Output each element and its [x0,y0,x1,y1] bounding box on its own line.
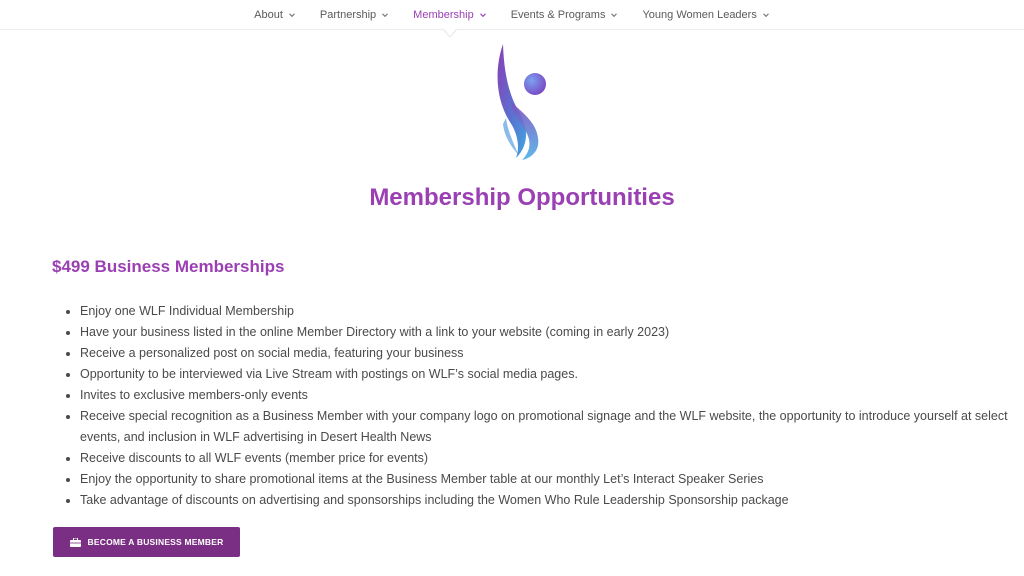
wlf-figure-logo-icon [488,40,558,164]
nav-item-label: About [254,9,283,21]
nav-item-events-programs[interactable] [499,1,631,29]
list-item: • Invites to exclusive members-only events [80,385,1010,406]
nav-item-label: Membership [413,9,474,21]
nav-item-label: Events & Programs [510,9,606,21]
chevron-down-icon [381,11,389,19]
section-heading: $499 Business Memberships [52,257,285,276]
list-item: • Enjoy one WLF Individual Membership [80,301,1010,322]
nav-item-membership[interactable] [401,1,499,29]
page-title: Membership Opportunities [369,184,675,211]
list-item: • Enjoy the opportunity to share promotional items at the Business Member table at our monthly Let’s Interact Speaker Series [80,469,1010,490]
cta-label: BECOME A BUSINESS MEMBER [87,537,224,547]
nav-menu [242,0,782,29]
list-item: • Receive discounts to all WLF events (member price for events) [80,448,1010,469]
chevron-down-icon [762,11,770,19]
list-item: • Have your business listed in the online Member Directory with a link to your website (coming in early 2023) [80,322,1010,343]
chevron-down-icon [479,11,487,19]
nav-item-partnership[interactable] [308,1,401,29]
chevron-down-icon [288,11,296,19]
become-business-member-button[interactable] [53,527,240,557]
active-menu-indicator [443,30,457,38]
nav-item-young-women-leaders[interactable] [630,1,781,29]
list-item: • Opportunity to be interviewed via Live Stream with postings on WLF’s social media pages. [80,364,1010,385]
chevron-down-icon [610,11,618,19]
list-item: • Receive special recognition as a Business Member with your company logo on promotional signage and the WLF website, the opportunity to introduce yourself at select events, and inclusion in WLF advertising in Desert Health News [80,406,1010,448]
list-item: • Receive a personalized post on social media, featuring your business [80,343,1010,364]
briefcase-icon [70,538,81,547]
nav-item-about[interactable] [242,1,308,29]
nav-item-label: Young Women Leaders [642,9,757,21]
list-item: • Take advantage of discounts on advertising and sponsorships including the Women Who Rule Leadership Sponsorship package [80,490,1010,511]
top-navigation [0,0,1024,30]
benefits-list [62,301,1010,511]
nav-item-label: Partnership [319,9,377,21]
